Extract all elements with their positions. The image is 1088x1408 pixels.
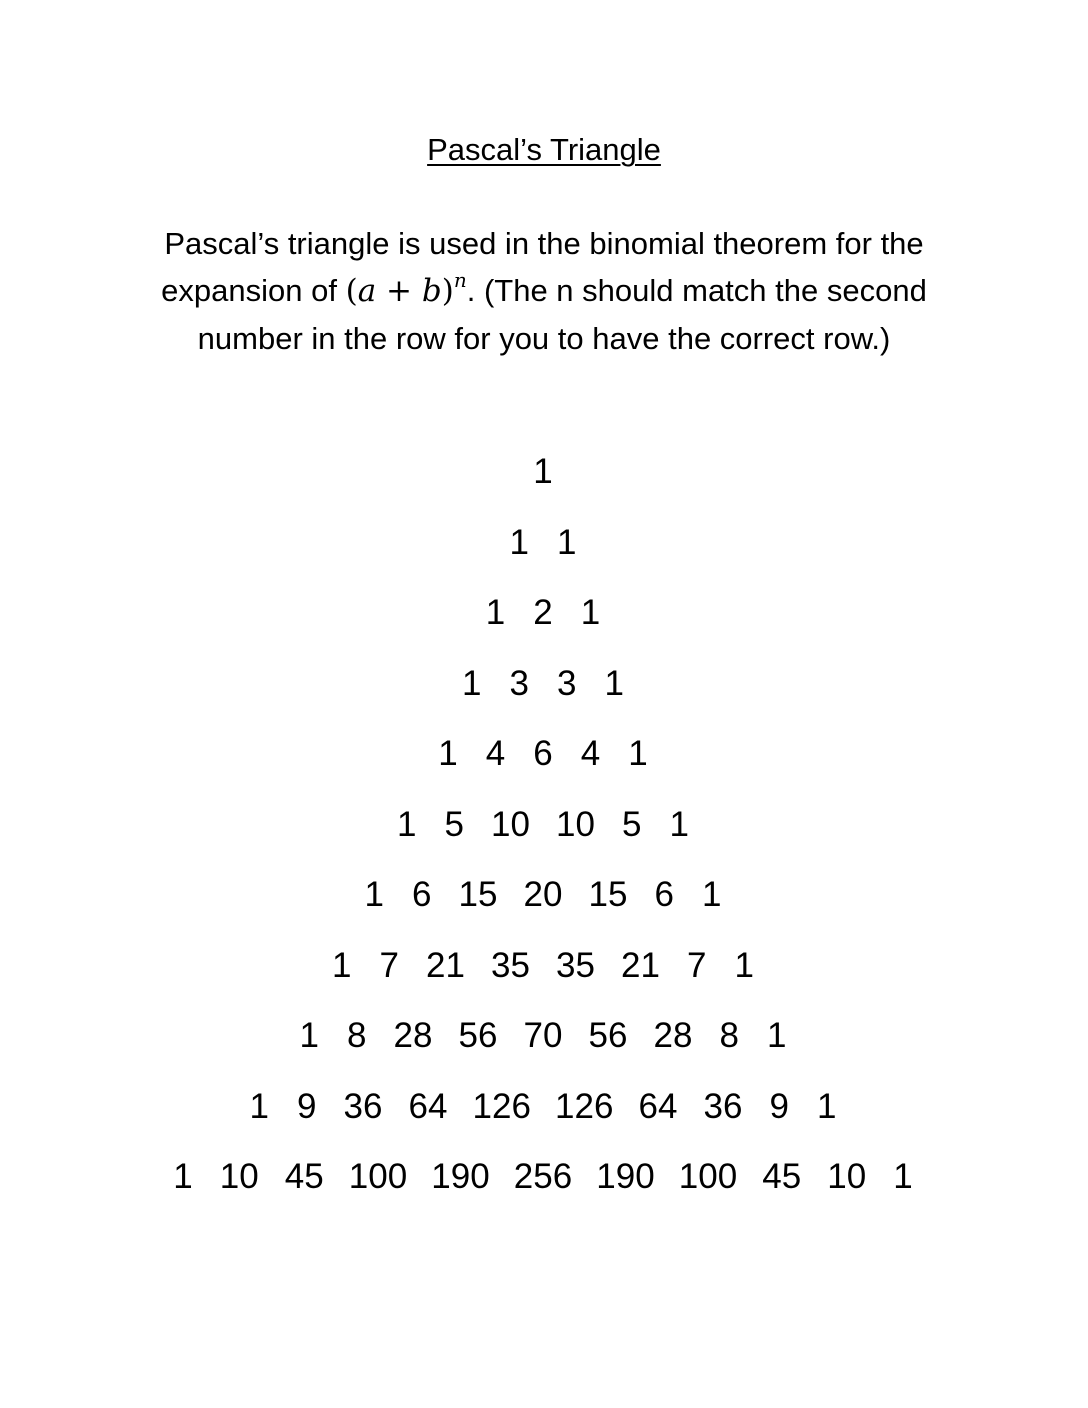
triangle-number: 1 [669,804,689,844]
triangle-number: 64 [638,1086,678,1126]
triangle-number: 1 [817,1086,837,1126]
triangle-number: 21 [621,945,660,985]
triangle-row [0,944,1088,988]
triangle-number: 56 [588,1016,628,1055]
triangle-number: 5 [444,804,464,844]
triangle-number: 10 [556,804,595,844]
triangle-number: 1 [462,663,482,703]
triangle-number: 7 [687,945,707,985]
triangle-number: 36 [703,1086,743,1126]
triangle-number: 15 [588,875,628,914]
triangle-number: 1 [364,875,384,914]
triangle-number: 35 [556,945,595,985]
triangle-number: 1 [299,1016,319,1055]
triangle-number: 9 [769,1086,789,1126]
triangle-number: 6 [654,875,674,914]
triangle-number: 6 [533,734,553,773]
triangle-number: 3 [557,663,577,703]
triangle-number: 36 [343,1086,383,1126]
triangle-row [0,803,1088,847]
triangle-number: 7 [379,945,399,985]
triangle-number: 45 [762,1157,802,1196]
triangle-number: 5 [622,804,642,844]
triangle-number: 100 [348,1157,408,1196]
triangle-number: 1 [628,734,648,773]
triangle-number: 10 [219,1157,259,1196]
triangle-number: 70 [523,1016,563,1055]
page-title: Pascal’s Triangle [427,132,661,167]
triangle-number: 190 [431,1157,490,1196]
triangle-number: 1 [438,734,458,773]
triangle-row [0,1155,1088,1199]
intro-text-after: . (The n should match the second number in the row for you to have the correct row.) [197,273,927,356]
triangle-number: 3 [509,663,529,703]
triangle-number: 1 [173,1157,193,1196]
triangle-number: 1 [580,593,601,632]
triangle-number: 1 [249,1086,269,1126]
triangle-row [0,873,1088,917]
triangle-number: 1 [604,663,624,703]
triangle-number: 8 [719,1016,739,1055]
triangle-number: 1 [485,593,506,632]
triangle-number: 21 [426,945,465,985]
triangle-number: 10 [827,1157,867,1196]
triangle-number: 2 [533,593,553,632]
triangle-number: 256 [513,1157,573,1196]
triangle-number: 35 [491,945,530,985]
triangle-number: 4 [580,734,601,773]
triangle-number: 28 [393,1016,433,1055]
intro-text-before: Pascal’s triangle is used in the binomial theorem for the expansion of [161,226,924,308]
triangle-number: 1 [557,522,577,562]
formula-variable-b: b [421,273,442,309]
triangle-number: 56 [458,1016,498,1055]
triangle-number: 126 [555,1086,614,1126]
triangle-number: 1 [767,1016,787,1055]
triangle-row [0,450,1088,494]
formula-close-paren: ) [441,273,454,309]
triangle-number: 64 [408,1086,448,1126]
triangle-number: 6 [412,875,432,914]
triangle-number: 45 [284,1157,324,1196]
formula-plus: + [376,273,422,309]
triangle-number: 1 [533,452,553,491]
formula-open-paren: ( [345,273,358,309]
triangle-number: 4 [485,734,506,773]
triangle-row [0,1085,1088,1129]
triangle-row [0,732,1088,776]
triangle-number: 20 [523,875,563,914]
triangle-row [0,1014,1088,1058]
triangle-row [0,662,1088,706]
triangle-number: 190 [596,1157,655,1196]
triangle-row [0,591,1088,635]
triangle-number: 1 [893,1157,913,1196]
triangle-number: 1 [734,945,754,985]
triangle-number: 100 [678,1157,738,1196]
triangle-number: 8 [347,1016,367,1055]
triangle-number: 1 [509,522,529,562]
formula-exponent: n [453,268,467,292]
triangle-number: 10 [491,804,530,844]
triangle-number: 1 [397,804,417,844]
triangle-number: 9 [297,1086,317,1126]
triangle-number: 1 [702,875,722,914]
triangle-number: 15 [458,875,498,914]
triangle-number: 1 [332,945,352,985]
triangle-number: 126 [472,1086,531,1126]
triangle-row [0,521,1088,565]
formula-variable-a: a [357,273,377,309]
triangle-number: 28 [653,1016,693,1055]
